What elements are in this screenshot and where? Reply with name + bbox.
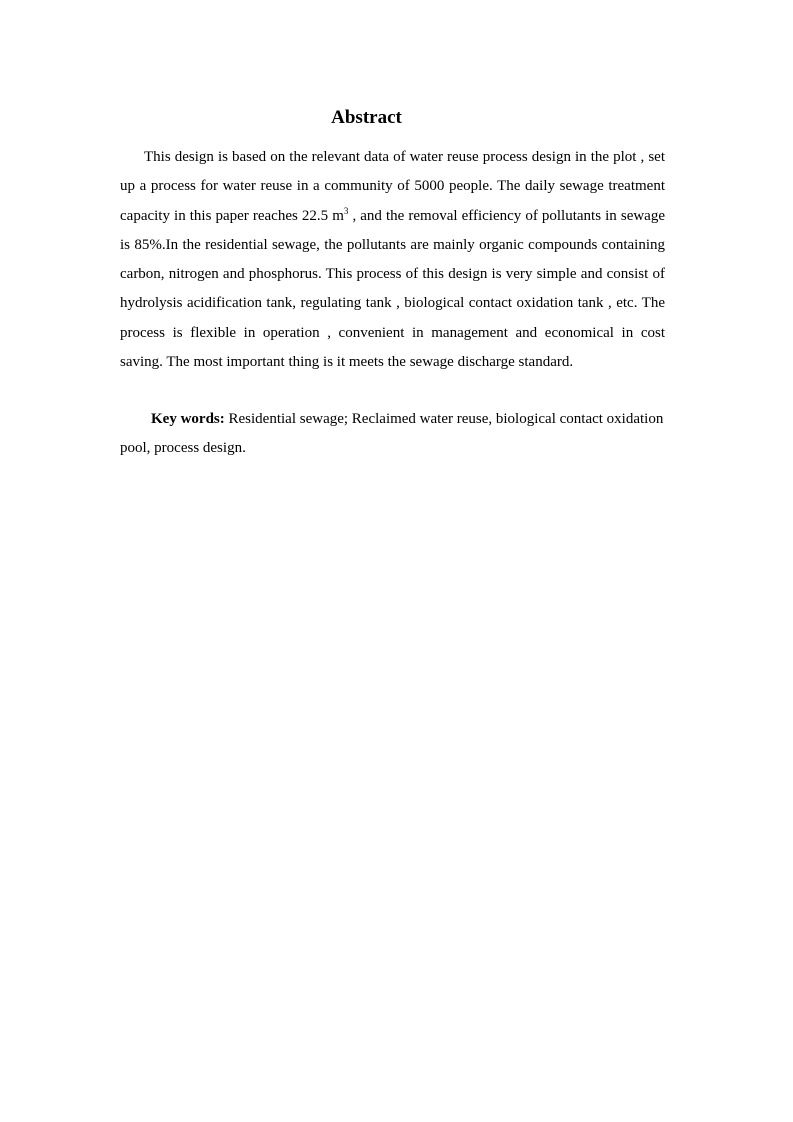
abstract-text-part1: This design is based on the relevant data of water reuse process design in the plot , set up a process for water reuse in a community of 5000 people. The daily sewage treatment capacity in this paper reaches 22.5 m (120, 149, 665, 224)
abstract-paragraph (120, 143, 665, 377)
abstract-title: Abstract (331, 107, 402, 128)
keywords-text: Residential sewage; Reclaimed water reuse, biological contact oxidation pool, process design. (120, 411, 664, 457)
keywords-paragraph (120, 405, 665, 464)
cubic-superscript: 3 (343, 205, 349, 216)
abstract-text-part2: , and the removal efficiency of pollutants in sewage is 85%.In the residential sewage, the pollutants are mainly organic compounds containing carbon, nitrogen and phosphorus. This process of this design is very simple and consist of hydrolysis acidification tank, regulating tank , biological contact oxidation tank , etc. The process is flexible in operation , convenient in management and economical in cost saving. The most important thing is it meets the sewage discharge standard. (120, 207, 665, 371)
keywords-label: Key words: (151, 411, 225, 427)
